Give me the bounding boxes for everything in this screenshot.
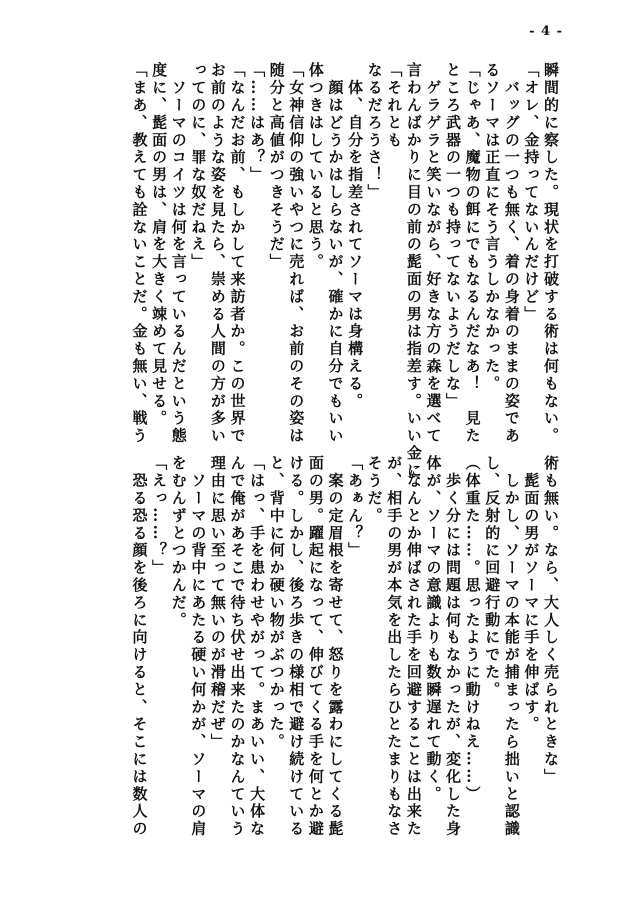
text-column: と、背中に何か硬い物がぶつかった。 xyxy=(267,455,286,751)
text-column: 「それとも xyxy=(385,62,404,149)
text-column: （体重た……。思ったように動けねえ……） xyxy=(463,455,482,803)
text-column: 歩く分には問題は何もなかったが、変化した身 xyxy=(444,455,463,838)
text-column: 恐る恐る顔を後ろに向けると、そこには数人の xyxy=(130,455,149,838)
text-column: 「オレ、金持ってないんだけど」 xyxy=(522,62,541,323)
text-column: 随分と高値がつきそうだ」 xyxy=(267,62,286,271)
text-column: 瞬間的に察した。現状を打破する術は何もない。 xyxy=(542,62,560,445)
text-block-upper xyxy=(90,62,560,480)
text-column: 度に、髭面の男は、肩を大きく竦めて見せる。 xyxy=(150,62,169,428)
text-column: 術も無い。なら、大人しく売られときな」 xyxy=(542,455,560,786)
text-column: ソーマの背中にあたる硬い何かが、ソーマの肩 xyxy=(189,455,208,838)
text-column: し、反射的に回避行動にでた。 xyxy=(483,455,502,699)
text-column: ける。しかし、後ろ歩きの様相で避け続けている xyxy=(287,455,306,838)
text-column: 面の男。躍起になって、伸びてくる手を何とか避 xyxy=(306,455,325,838)
text-column: をむんずとつかんだ。 xyxy=(169,455,188,629)
text-column: ところ武器の一つも持ってないようだしな」 xyxy=(444,62,463,410)
text-column: しかし、ソーマの本能が捕まったら拙いと認識 xyxy=(502,455,521,838)
text-column: お前のような姿を見たら、崇める人間の方が多い xyxy=(208,62,227,445)
text-column: そうだ。 xyxy=(365,455,384,525)
text-column: るソーマは正直にそう言うしかなかった。 xyxy=(483,62,502,393)
text-column: 体、自分を指差されてソーマは身構える。 xyxy=(346,62,365,410)
text-column: 「はっ、手を患わせやがって。まあいい、大体な xyxy=(248,455,267,838)
text-column: 体が、ソーマの意識よりも数瞬遅れて動く。 xyxy=(424,455,443,803)
text-column: 言わんばかりに目の前の髭面の男は指差す。いい金に xyxy=(404,62,423,480)
text-column: ってのに、罪な奴だねえ」 xyxy=(189,62,208,271)
text-column: 案の定眉根を寄せて、怒りを露わにしてくる髭 xyxy=(326,455,345,838)
text-column: が、相手の男が本気を出したらひとたまりもなさ xyxy=(385,455,404,838)
text-column: 「……はあ？」 xyxy=(248,62,267,184)
text-column: ゲラゲラと笑いながら、好きな方の森を選べて xyxy=(424,62,443,445)
text-column: なんとか伸ばされた手を回避することは出来た xyxy=(404,455,423,838)
text-column: んで俺があそこで待ち伏せ出来たのかなんていう xyxy=(228,455,247,838)
text-column: ソーマのコイツは何を言っているんだという態 xyxy=(169,62,188,445)
text-column: なるだろうさ！」 xyxy=(365,62,384,202)
text-block-lower xyxy=(90,455,560,838)
text-column: 髭面の男がソーマに手を伸ばす。 xyxy=(522,455,541,734)
text-column: 体つきはしていると思う。 xyxy=(306,62,325,271)
text-column: 顔はどうかはしらないが、確かに自分でもいい xyxy=(326,62,345,445)
page-number: - 4 - xyxy=(529,24,563,39)
text-column: 「女神信仰の強いやつに売れば、お前のその姿は xyxy=(287,62,306,445)
text-column: 「えっ……？」 xyxy=(150,455,169,577)
text-column: バッグの一つも無く、着の身着のままの姿であ xyxy=(502,62,521,445)
text-column: 「なんだお前、もしかして来訪者か。この世界で xyxy=(228,62,247,445)
text-column: 「あぁん？」 xyxy=(346,455,365,560)
text-column: 「じゃあ、魔物の餌にでもなるんだなあ！ 見た xyxy=(463,62,482,445)
text-column: 理由に思い至って無いのが滑稽だぜ」 xyxy=(208,455,227,751)
text-column: 「まあ、教えても詮ないことだ。金も無い、戦う xyxy=(130,62,149,445)
